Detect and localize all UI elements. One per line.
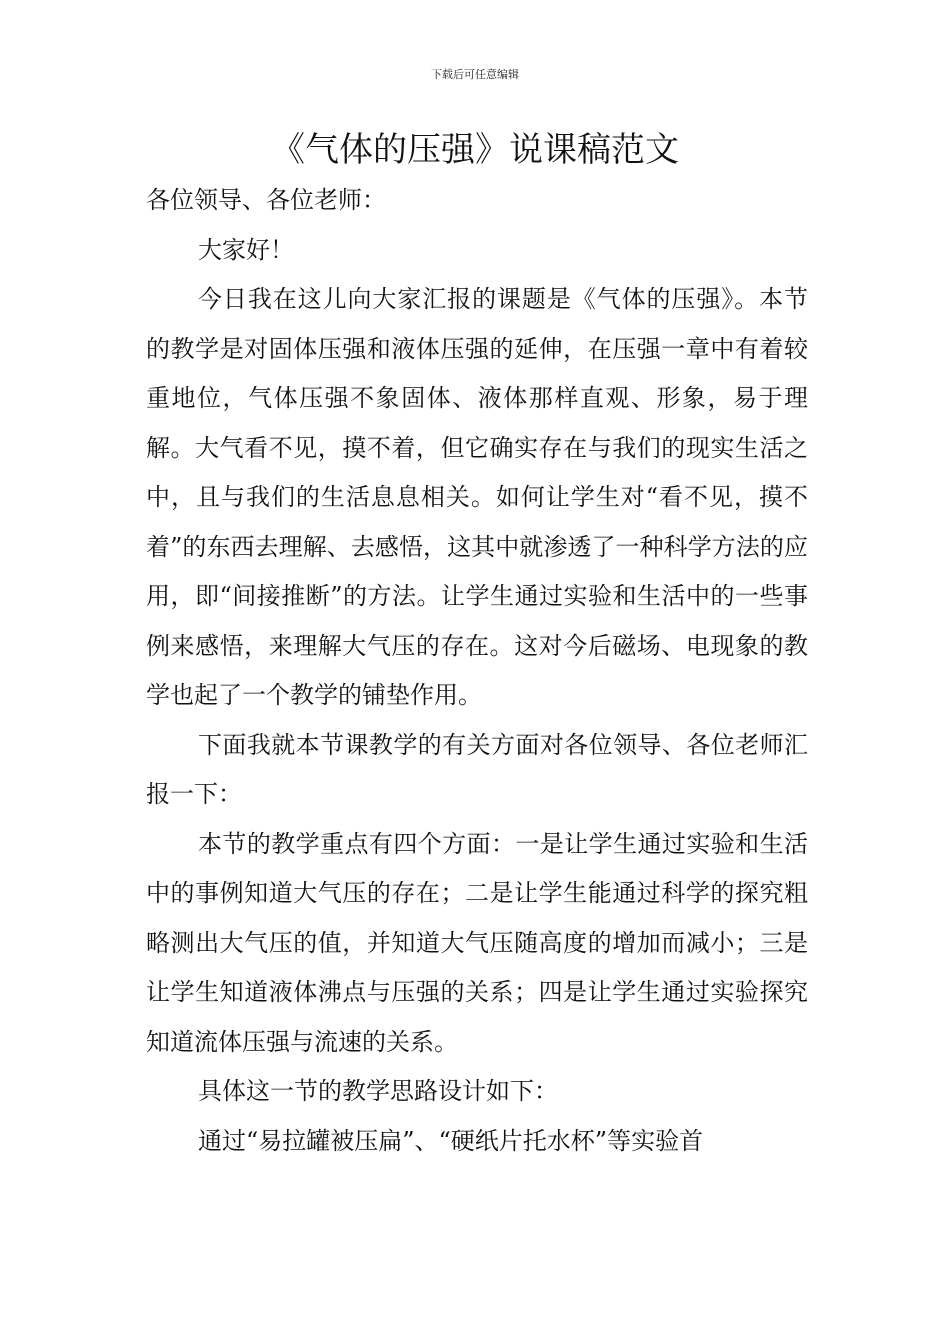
salutation: 各位领导、各位老师：: [146, 186, 386, 214]
paragraph-greeting: 大家好！: [198, 235, 294, 264]
paragraph-key-points: 本节的教学重点有四个方面：一是让学生通过实验和生活中的事例知道大气压的存在；二是让学生能通过科学的探究粗略测出大气压的值，并知道大气压随高度的增加而减小；三是让学生知道液体沸点与压强的关系；四是让学生通过实验探究知道流体压强与流速的关系。: [146, 829, 808, 1056]
paragraph-experiments: 通过“易拉罐被压扁”、“硬纸片托水杯”等实验首: [198, 1126, 704, 1155]
paragraph-intro: 今日我在这儿向大家汇报的课题是《气体的压强》。本节的教学是对固体压强和液体压强的延伸，在压强一章中有着较重地位，气体压强不象固体、液体那样直观、形象，易于理解。大气看不见，摸不着，但它确实存在与我们的现实生活之中，且与我们的生活息息相关。如何让学生对“看不见，摸不着”的东西去理解、去感悟，这其中就渗透了一种科学方法的应用，即“间接推断”的方法。让学生通过实验和生活中的一些事例来感悟，来理解大气压的存在。这对今后磁场、电现象的教学也起了一个教学的铺垫作用。: [146, 285, 808, 709]
paragraph-design: 具体这一节的教学思路设计如下：: [198, 1077, 558, 1105]
document-title: 《气体的压强》说课稿范文: [271, 130, 679, 170]
document-body: [146, 176, 808, 1166]
header-note: 下载后可任意编辑: [431, 68, 519, 81]
paragraph-report: 下面我就本节课教学的有关方面对各位领导、各位老师汇报一下：: [146, 730, 808, 808]
